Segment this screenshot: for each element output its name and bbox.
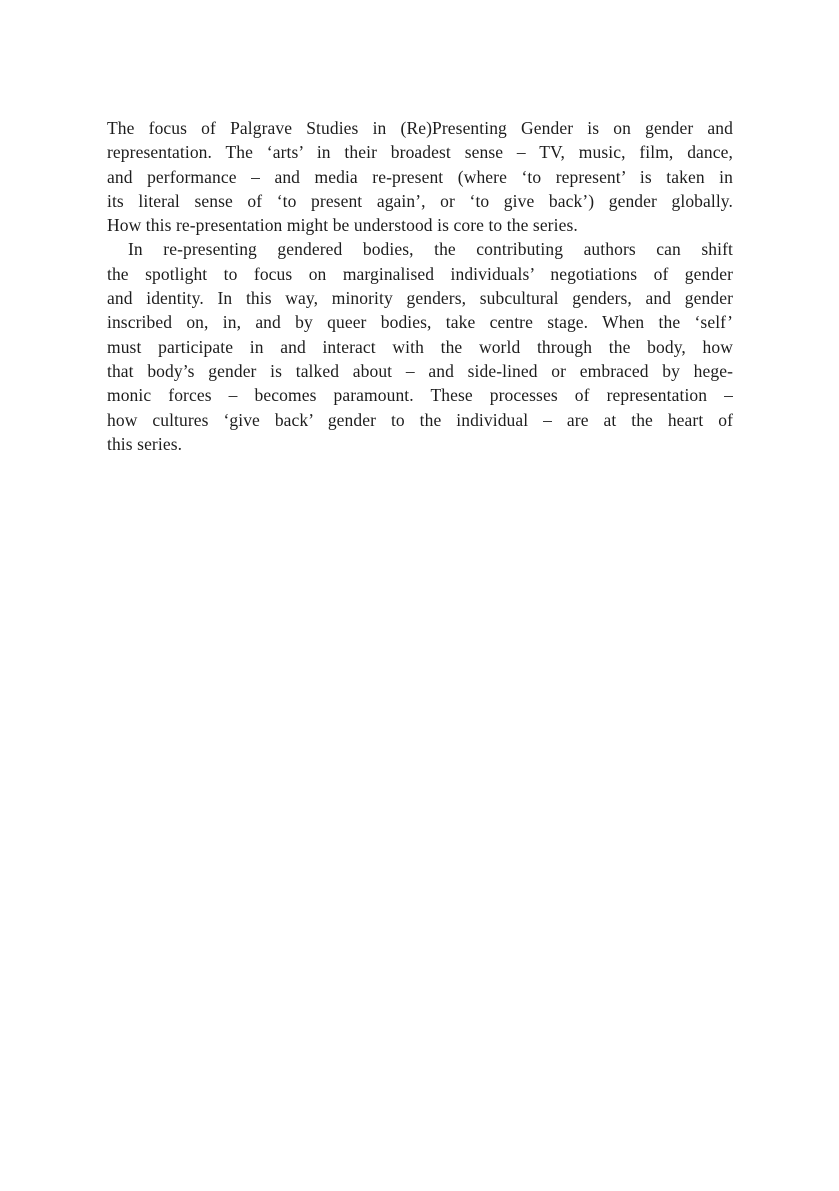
text-line: In re-presenting gendered bodies, the contributing authors can shift (128, 239, 733, 260)
text-line: The focus of Palgrave Studies in (Re)Presenting Gender is on gender and (107, 118, 733, 138)
text-line: and identity. In this way, minority genders, subcultural genders, and gender (107, 288, 733, 309)
text-line: monic forces – becomes paramount. These processes of representation – (107, 385, 733, 406)
paragraph-2 (107, 237, 733, 456)
text-line: and performance – and media re-present (where ‘to represent’ is taken in (107, 166, 733, 187)
text-line: its literal sense of ‘to present again’, or ‘to give back’) gender globally. (107, 190, 733, 211)
text-line: this series. (107, 433, 183, 454)
series-description-text (107, 116, 733, 456)
text-line: the spotlight to focus on marginalised individuals’ negotiations of gender (107, 263, 733, 284)
text-line: inscribed on, in, and by queer bodies, take centre stage. When the ‘self’ (107, 312, 733, 333)
text-line: that body’s gender is talked about – and side-lined or embraced by hege- (107, 360, 733, 381)
text-line: How this re-presentation might be understood is core to the series. (107, 215, 578, 236)
text-line: must participate in and interact with the world through the body, how (107, 336, 733, 357)
text-line: representation. The ‘arts’ in their broadest sense – TV, music, film, dance, (107, 142, 733, 163)
text-line: how cultures ‘give back’ gender to the individual – are at the heart of (107, 409, 733, 430)
paragraph-1 (107, 116, 733, 237)
